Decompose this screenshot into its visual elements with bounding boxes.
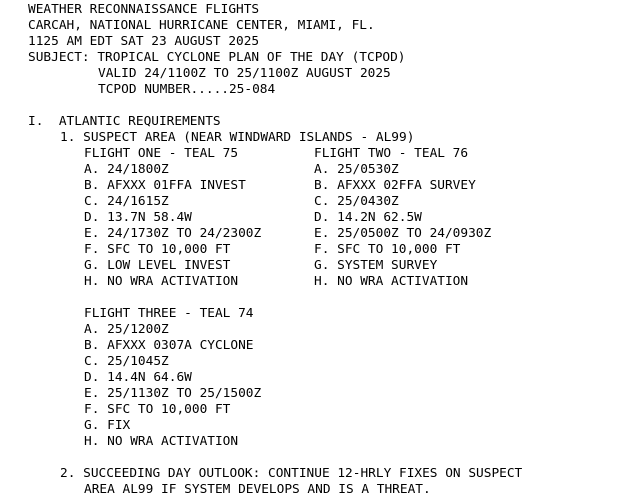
header-tcpod-number: TCPOD NUMBER.....25-084 (98, 82, 276, 97)
flight-two-line: A. 25/0530Z (314, 162, 399, 177)
flight-one-line: A. 24/1800Z (84, 162, 169, 177)
flight-two-line: E. 25/0500Z TO 24/0930Z (314, 226, 492, 241)
flight-one-line: F. SFC TO 10,000 FT (84, 242, 231, 257)
flight-two-line: H. NO WRA ACTIVATION (314, 274, 469, 289)
flight-one-line: C. 24/1615Z (84, 194, 169, 209)
flight-three-line: G. FIX (84, 418, 131, 433)
header-title: WEATHER RECONNAISSANCE FLIGHTS (28, 2, 260, 17)
flight-two-line: D. 14.2N 62.5W (314, 210, 422, 225)
outlook-item-continuation: AREA AL99 IF SYSTEM DEVELOPS AND IS A THREAT. (84, 482, 431, 497)
flight-one-line: B. AFXXX 01FFA INVEST (84, 178, 246, 193)
suspect-area-item: 1. SUSPECT AREA (NEAR WINDWARD ISLANDS - AL99) (60, 130, 415, 145)
flight-three-line: E. 25/1130Z TO 25/1500Z (84, 386, 262, 401)
header-valid-period: VALID 24/1100Z TO 25/1100Z AUGUST 2025 (98, 66, 391, 81)
header-office: CARCAH, NATIONAL HURRICANE CENTER, MIAMI, FL. (28, 18, 375, 33)
flight-three-line: D. 14.4N 64.6W (84, 370, 192, 385)
flight-one-line: G. LOW LEVEL INVEST (84, 258, 231, 273)
header-issue-time: 1125 AM EDT SAT 23 AUGUST 2025 (28, 34, 260, 49)
flight-two-title: FLIGHT TWO - TEAL 76 (314, 146, 469, 161)
flight-one-line: E. 24/1730Z TO 24/2300Z (84, 226, 262, 241)
flight-two-line: B. AFXXX 02FFA SURVEY (314, 178, 476, 193)
flight-three-title: FLIGHT THREE - TEAL 74 (84, 306, 254, 321)
section-heading: I. ATLANTIC REQUIREMENTS (28, 114, 221, 129)
outlook-item: 2. SUCCEEDING DAY OUTLOOK: CONTINUE 12-HRLY FIXES ON SUSPECT (60, 466, 523, 481)
header-subject: SUBJECT: TROPICAL CYCLONE PLAN OF THE DAY (TCPOD) (28, 50, 406, 65)
flight-two-line: G. SYSTEM SURVEY (314, 258, 438, 273)
flight-one-title: FLIGHT ONE - TEAL 75 (84, 146, 239, 161)
flight-three-line: B. AFXXX 0307A CYCLONE (84, 338, 254, 353)
flight-three-line: A. 25/1200Z (84, 322, 169, 337)
flight-one-line: H. NO WRA ACTIVATION (84, 274, 239, 289)
flight-two-line: C. 25/0430Z (314, 194, 399, 209)
flight-one-line: D. 13.7N 58.4W (84, 210, 192, 225)
flight-two-line: F. SFC TO 10,000 FT (314, 242, 461, 257)
flight-three-line: C. 25/1045Z (84, 354, 169, 369)
flight-three-line: F. SFC TO 10,000 FT (84, 402, 231, 417)
flight-three-line: H. NO WRA ACTIVATION (84, 434, 239, 449)
